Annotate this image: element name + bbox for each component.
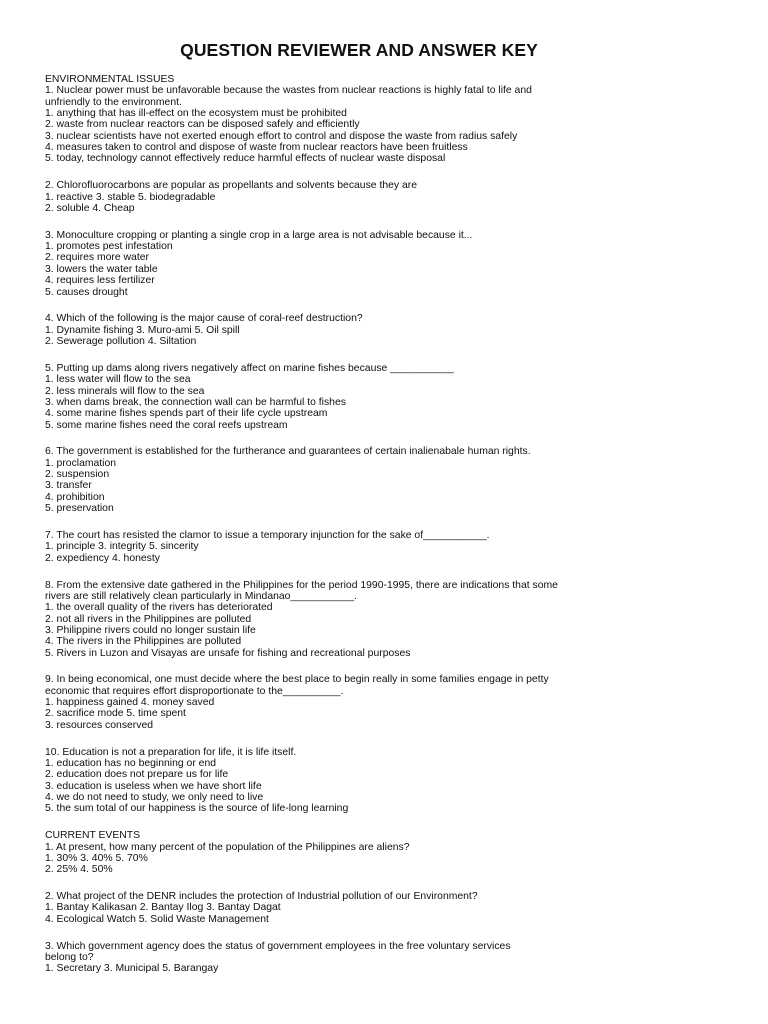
answer-option: 4. measures taken to control and dispose of waste from nuclear reactors have been fruitless (45, 142, 468, 154)
answer-option: 2. expediency 4. honesty (45, 552, 160, 564)
answer-option: 5. causes drought (45, 286, 128, 298)
question-text: CURRENT EVENTS (45, 830, 141, 842)
question-text: 8. From the extensive date gathered in the Philippines for the period 1990-1995, there are indications that some (45, 579, 558, 591)
answer-option: rivers are still relatively clean particularly in Mindanao___________. (45, 590, 357, 602)
answer-option: 1. less water will flow to the sea (45, 374, 191, 386)
answer-option: 1. 30% 3. 40% 5. 70% (45, 852, 148, 864)
answer-option: unfriendly to the environment. (45, 96, 182, 108)
answer-option: 1. reactive 3. stable 5. biodegradable (45, 191, 216, 203)
answer-option: 1. promotes pest infestation (45, 241, 173, 253)
question-text: 3. Which government agency does the status of government employees in the free voluntary services (45, 940, 511, 952)
answer-option: 5. the sum total of our happiness is the source of life-long learning (45, 803, 349, 815)
answer-option: 2. 25% 4. 50% (45, 864, 113, 876)
answer-option: economic that requires effort disproportionate to the__________. (45, 685, 344, 697)
answer-option: 2. Sewerage pollution 4. Siltation (45, 336, 197, 348)
answer-option: 5. Rivers in Luzon and Visayas are unsafe for fishing and recreational purposes (45, 647, 411, 659)
question-text: ENVIRONMENTAL ISSUES (45, 74, 175, 85)
question-text: 3. Monoculture cropping or planting a single crop in a large area is not advisable because it... (45, 229, 473, 241)
question-block (45, 363, 745, 431)
answer-option: 1. principle 3. integrity 5. sincerity (45, 541, 199, 553)
question-block (45, 446, 745, 514)
answer-option: 1. the overall quality of the rivers has deteriorated (45, 602, 273, 614)
answer-option: 1. At present, how many percent of the population of the Philippines are aliens? (45, 841, 410, 853)
answer-option: 2. less minerals will flow to the sea (45, 385, 205, 397)
question-text: 2. What project of the DENR includes the protection of Industrial pollution of our Environment? (45, 891, 478, 903)
answer-option: 3. lowers the water table (45, 263, 158, 275)
answer-option: 3. education is useless when we have short life (45, 780, 262, 792)
answer-option: 1. education has no beginning or end (45, 758, 217, 769)
answer-option: belong to? (45, 951, 94, 963)
answer-option: 2. waste from nuclear reactors can be disposed safely and efficiently (45, 119, 360, 131)
question-block (45, 530, 745, 564)
answer-option: 5. preservation (45, 503, 114, 515)
question-text: 7. The court has resisted the clamor to issue a temporary injunction for the sake of___________. (45, 530, 490, 541)
answer-option: 1. Secretary 3. Municipal 5. Barangay (45, 963, 219, 975)
answer-option: 1. proclamation (45, 457, 117, 469)
answer-option: 1. Dynamite fishing 3. Muro-ami 5. Oil spill (45, 324, 240, 336)
answer-option: 4. The rivers in the Philippines are polluted (45, 636, 242, 648)
question-text: 10. Education is not a preparation for life, it is life itself. (45, 746, 297, 758)
question-block (45, 230, 745, 298)
document-title (0, 40, 768, 61)
answer-option: 5. some marine fishes need the coral reefs upstream (45, 419, 288, 431)
question-block (45, 747, 745, 815)
answer-option: 4. prohibition (45, 491, 105, 503)
question-block (45, 180, 745, 214)
question-text: 9. In being economical, one must decide where the best place to begin really in some families engage in petty (45, 674, 549, 686)
document-body (45, 74, 745, 990)
answer-option: 4. requires less fertilizer (45, 275, 155, 287)
question-block (45, 941, 745, 975)
question-block (45, 674, 745, 731)
answer-option: 3. nuclear scientists have not exerted enough effort to control and dispose the waste from radius safely (45, 130, 518, 142)
question-text: 2. Chlorofluorocarbons are popular as propellants and solvents because they are (45, 180, 417, 192)
answer-option: 4. Ecological Watch 5. Solid Waste Management (45, 913, 269, 925)
answer-option: 3. when dams break, the connection wall can be harmful to fishes (45, 396, 346, 408)
question-text: 6. The government is established for the furtherance and guarantees of certain inalienabale human rights. (45, 446, 531, 458)
answer-option: 1. anything that has ill-effect on the ecosystem must be prohibited (45, 108, 347, 120)
answer-option: 5. today, technology cannot effectively reduce harmful effects of nuclear waste disposal (45, 153, 446, 165)
question-block (45, 891, 745, 925)
answer-option: 2. not all rivers in the Philippines are polluted (45, 613, 252, 625)
answer-option: 2. requires more water (45, 252, 149, 264)
answer-option: 1. Nuclear power must be unfavorable because the wastes from nuclear reactions is highly fatal to life and (45, 85, 532, 97)
answer-option: 3. transfer (45, 480, 92, 492)
answer-option: 3. resources conserved (45, 719, 154, 731)
answer-option: 2. education does not prepare us for life (45, 769, 229, 781)
question-text: 4. Which of the following is the major cause of coral-reef destruction? (45, 313, 363, 325)
question-block (45, 580, 745, 659)
answer-option: 1. Bantay Kalikasan 2. Bantay Ilog 3. Bantay Dagat (45, 902, 281, 914)
document-title-text: QUESTION REVIEWER AND ANSWER KEY (180, 40, 538, 60)
answer-option: 2. suspension (45, 469, 110, 481)
answer-option: 3. Philippine rivers could no longer sustain life (45, 624, 256, 636)
answer-option: 4. some marine fishes spends part of their life cycle upstream (45, 408, 328, 420)
answer-option: 4. we do not need to study, we only need to live (45, 792, 264, 804)
question-block (45, 74, 745, 165)
answer-option: 1. happiness gained 4. money saved (45, 697, 215, 709)
question-text: 5. Putting up dams along rivers negatively affect on marine fishes because ___________ (45, 362, 454, 374)
question-block (45, 313, 745, 347)
answer-option: 2. soluble 4. Cheap (45, 202, 135, 214)
question-block (45, 830, 745, 875)
answer-option: 2. sacrifice mode 5. time spent (45, 708, 186, 720)
